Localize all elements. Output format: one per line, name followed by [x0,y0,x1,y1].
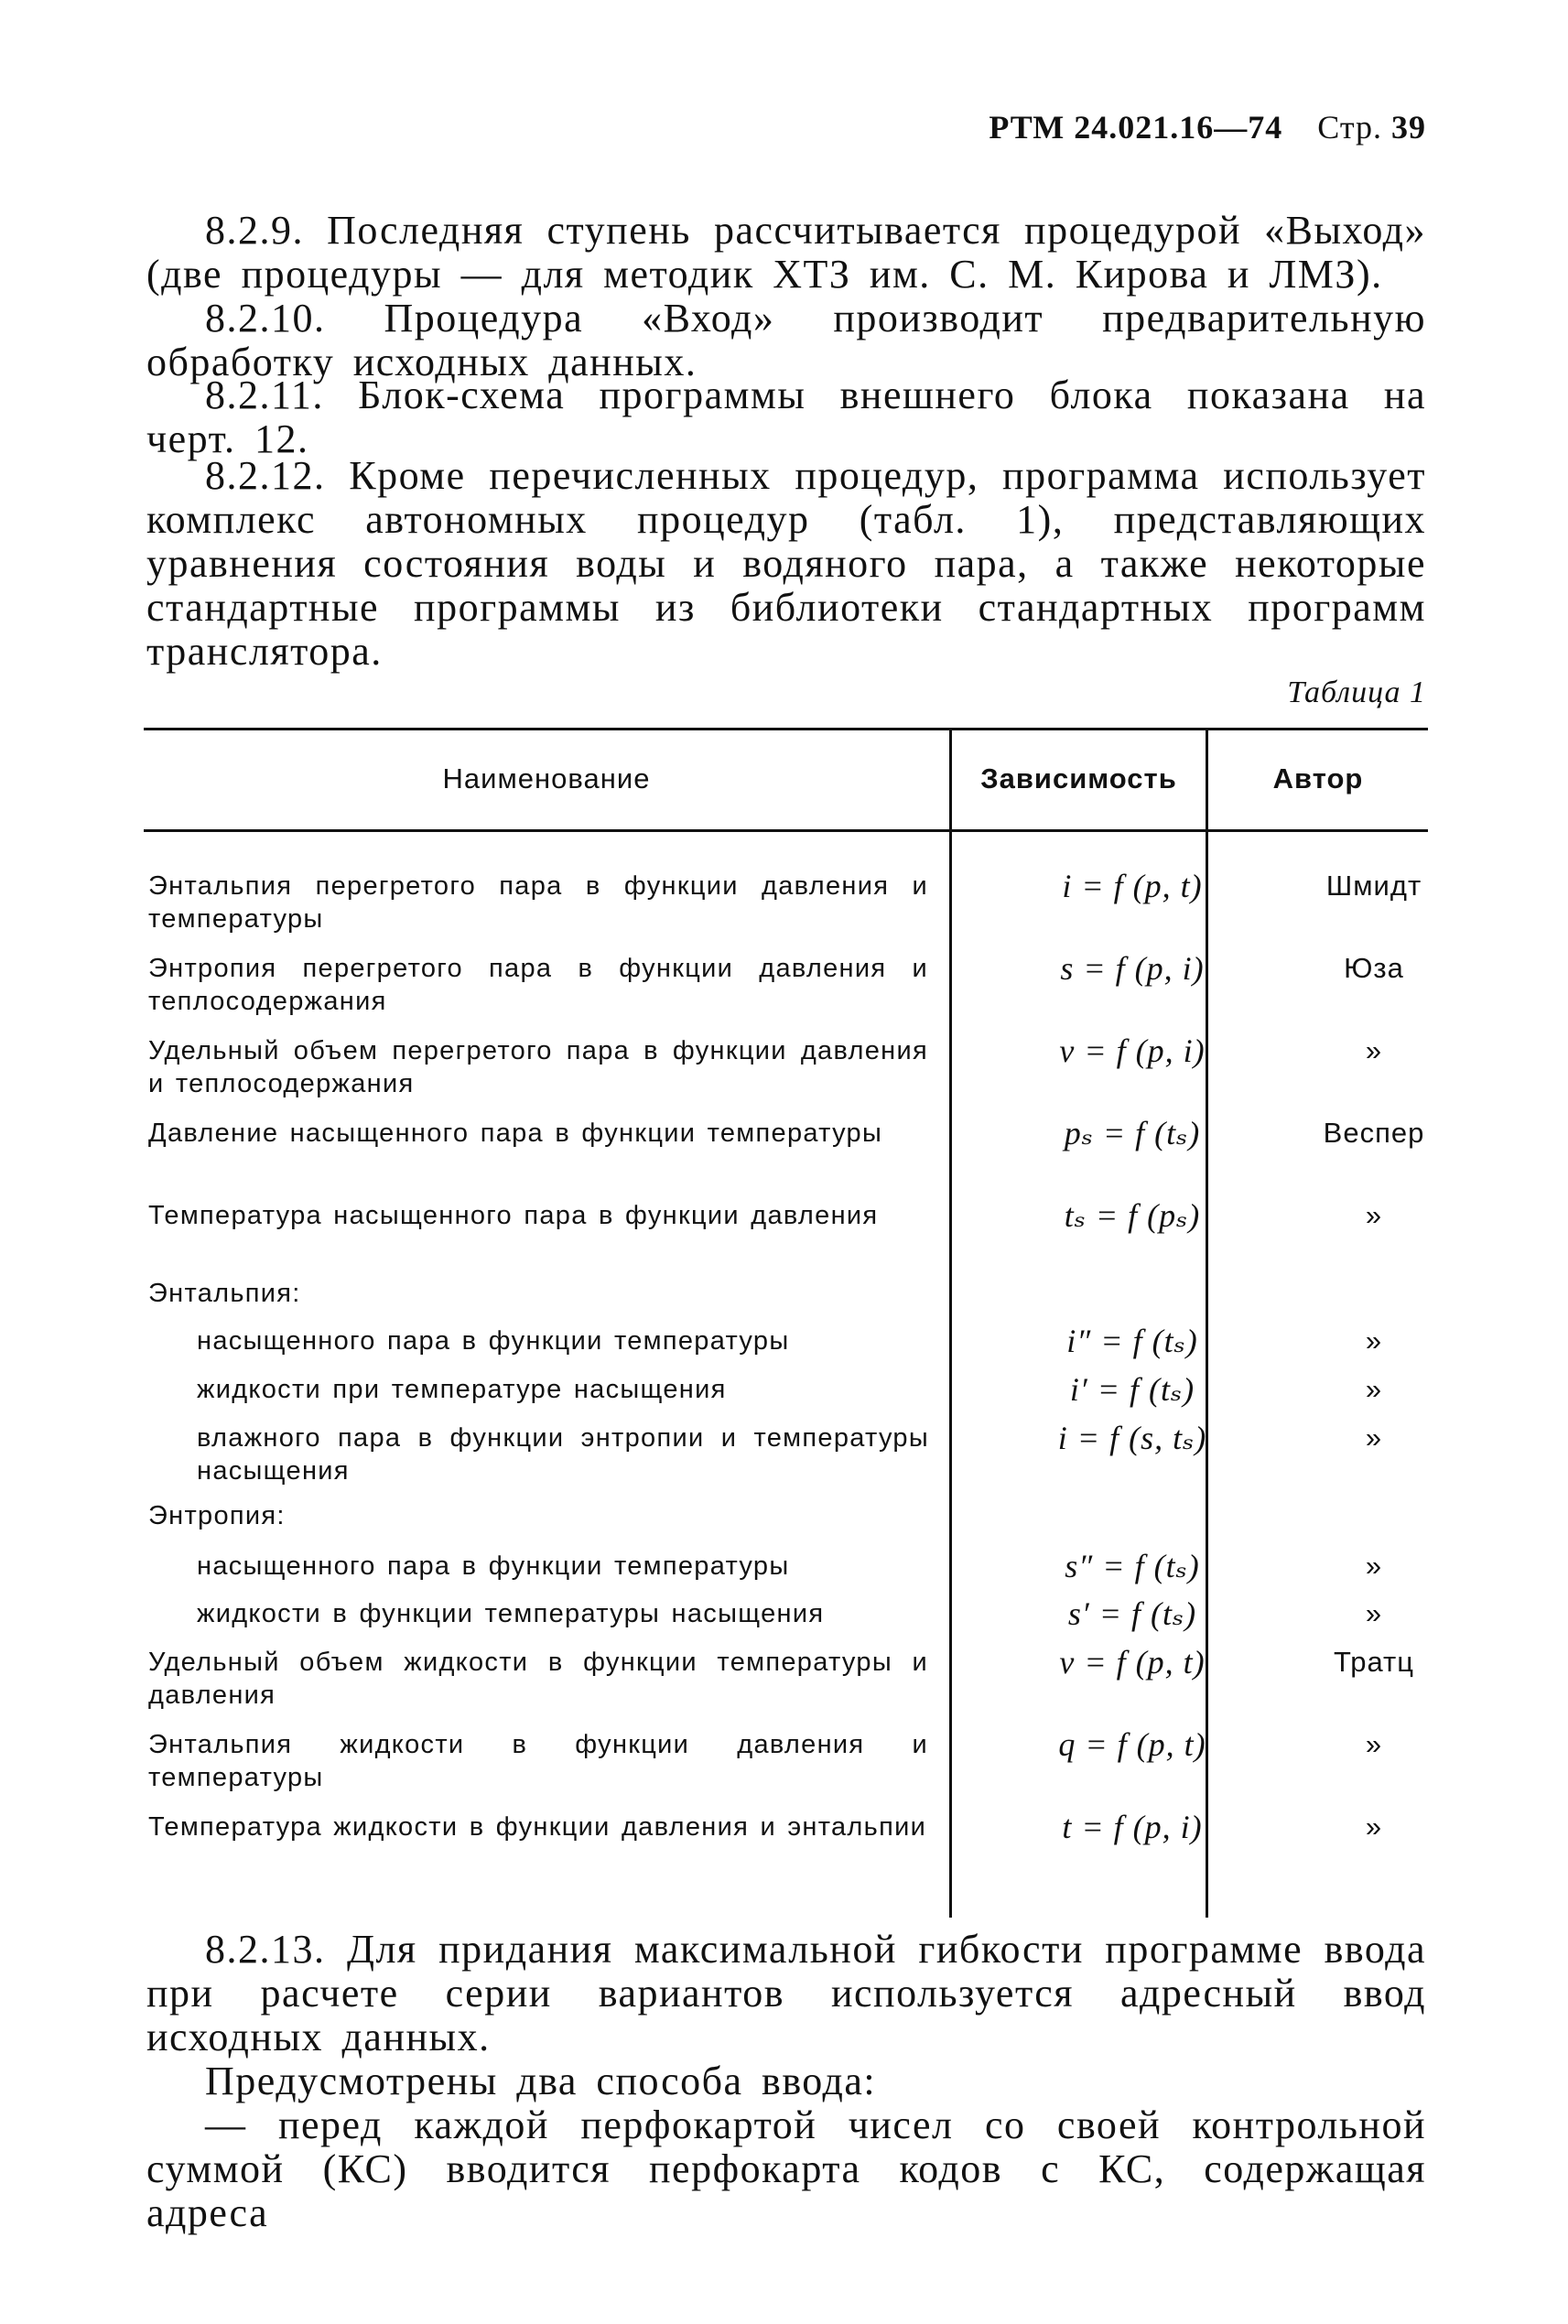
paragraph-8-2-9: 8.2.9. Последняя ступень рассчитывается процедурой «Выход» (две процедуры — для методик ХТЗ им. С. М. Кирова и ЛМЗ). [146,208,1426,297]
row-author: Веспер [1323,1117,1425,1149]
row-dependency: t = f (p, i) [1062,1809,1203,1845]
row-name: Удельный объем жидкости в функции температуры и давления [148,1648,928,1710]
paragraph-input-method-1: — перед каждой перфокартой чисел со своей контрольной суммой (КС) вводится перфокарта кодов с КС, содержащая адреса [146,2102,1426,2235]
document-code: РТМ 24.021.16—74 [989,109,1283,146]
row-name: жидкости в функции температуры насыщения [197,1599,825,1628]
row-author: » [1365,1421,1383,1454]
paragraph-input-methods: Предусмотрены два способа ввода: [205,2059,877,2103]
row-dependency: i″ = f (tₛ) [1066,1323,1198,1359]
row-dependency: v = f (p, i) [1059,1032,1206,1069]
page-number: 39 [1391,109,1426,146]
row-name: Энтальпия жидкости в функции давления и температуры [148,1730,928,1792]
row-name: Температура насыщенного пара в функции давления [148,1201,879,1230]
row-name: насыщенного пара в функции температуры [197,1551,790,1581]
row-author: » [1365,1373,1383,1405]
row-dependency: i = f (p, t) [1062,868,1203,904]
page-label: Стр. [1317,109,1382,146]
table-header-rule [144,829,1428,832]
row-author: » [1365,1811,1383,1843]
row-author: » [1365,1597,1383,1629]
row-author: » [1365,1324,1383,1357]
paragraph-8-2-11: 8.2.11. Блок-схема программы внешнего блока показана на черт. 12. [146,373,1426,461]
row-author: » [1365,1199,1383,1231]
row-dependency: s = f (p, i) [1060,950,1205,987]
row-dependency: i′ = f (tₛ) [1069,1371,1195,1408]
row-author: Тратц [1334,1646,1414,1678]
row-author: » [1365,1550,1383,1582]
paragraph-8-2-10: 8.2.10. Процедура «Вход» производит предварительную обработку исходных данных. [146,296,1426,384]
row-author: Шмидт [1325,870,1422,902]
row-name: влажного пара в функции энтропии и температуры насыщения [197,1423,929,1486]
row-dependency: pₛ = f (tₛ) [1064,1115,1201,1151]
steam-procedures-table [144,728,1428,1918]
row-author: » [1365,1728,1383,1760]
row-dependency: i = f (s, tₛ) [1057,1420,1207,1456]
row-name: насыщенного пара в функции температуры [197,1326,790,1356]
row-dependency: q = f (p, t) [1058,1726,1206,1763]
row-name: Энтропия перегретого пара в функции давления и теплосодержания [148,954,928,1016]
row-name: Энтальпия: [148,1279,301,1308]
row-dependency: v = f (p, t) [1059,1644,1206,1681]
row-name: Энтропия: [148,1501,286,1530]
row-name: жидкости при температуре насыщения [197,1375,727,1404]
page-header [989,108,1426,146]
header-author: Автор [1272,762,1364,794]
row-dependency: s′ = f (tₛ) [1067,1595,1197,1632]
row-dependency: tₛ = f (pₛ) [1064,1197,1201,1234]
row-name: Удельный объем перегретого пара в функции давления и теплосодержания [148,1036,928,1098]
header-name: Наименование [442,762,651,794]
paragraph-8-2-13: 8.2.13. Для придания максимальной гибкости программе ввода при расчете серии вариантов используется адресный ввод исходных данных. [146,1927,1426,2059]
paragraph-8-2-12: 8.2.12. Кроме перечисленных процедур, программа использует комплекс автономных процедур (табл. 1), представляющих уравнения состояния воды и водяного пара, а также некоторые стандартные программы из библиотеки стандартных программ транслятора. [146,453,1426,674]
row-author: » [1365,1034,1383,1066]
header-dependency: Зависимость [980,762,1177,794]
row-name: Давление насыщенного пара в функции температуры [148,1119,883,1148]
row-dependency: s″ = f (tₛ) [1065,1548,1200,1584]
row-author: Юза [1344,952,1404,984]
row-name: Температура жидкости в функции давления и энтальпии [148,1812,927,1842]
row-name: Энтальпия перегретого пара в функции давления и температуры [148,871,928,934]
table-caption: Таблица 1 [1287,676,1426,709]
